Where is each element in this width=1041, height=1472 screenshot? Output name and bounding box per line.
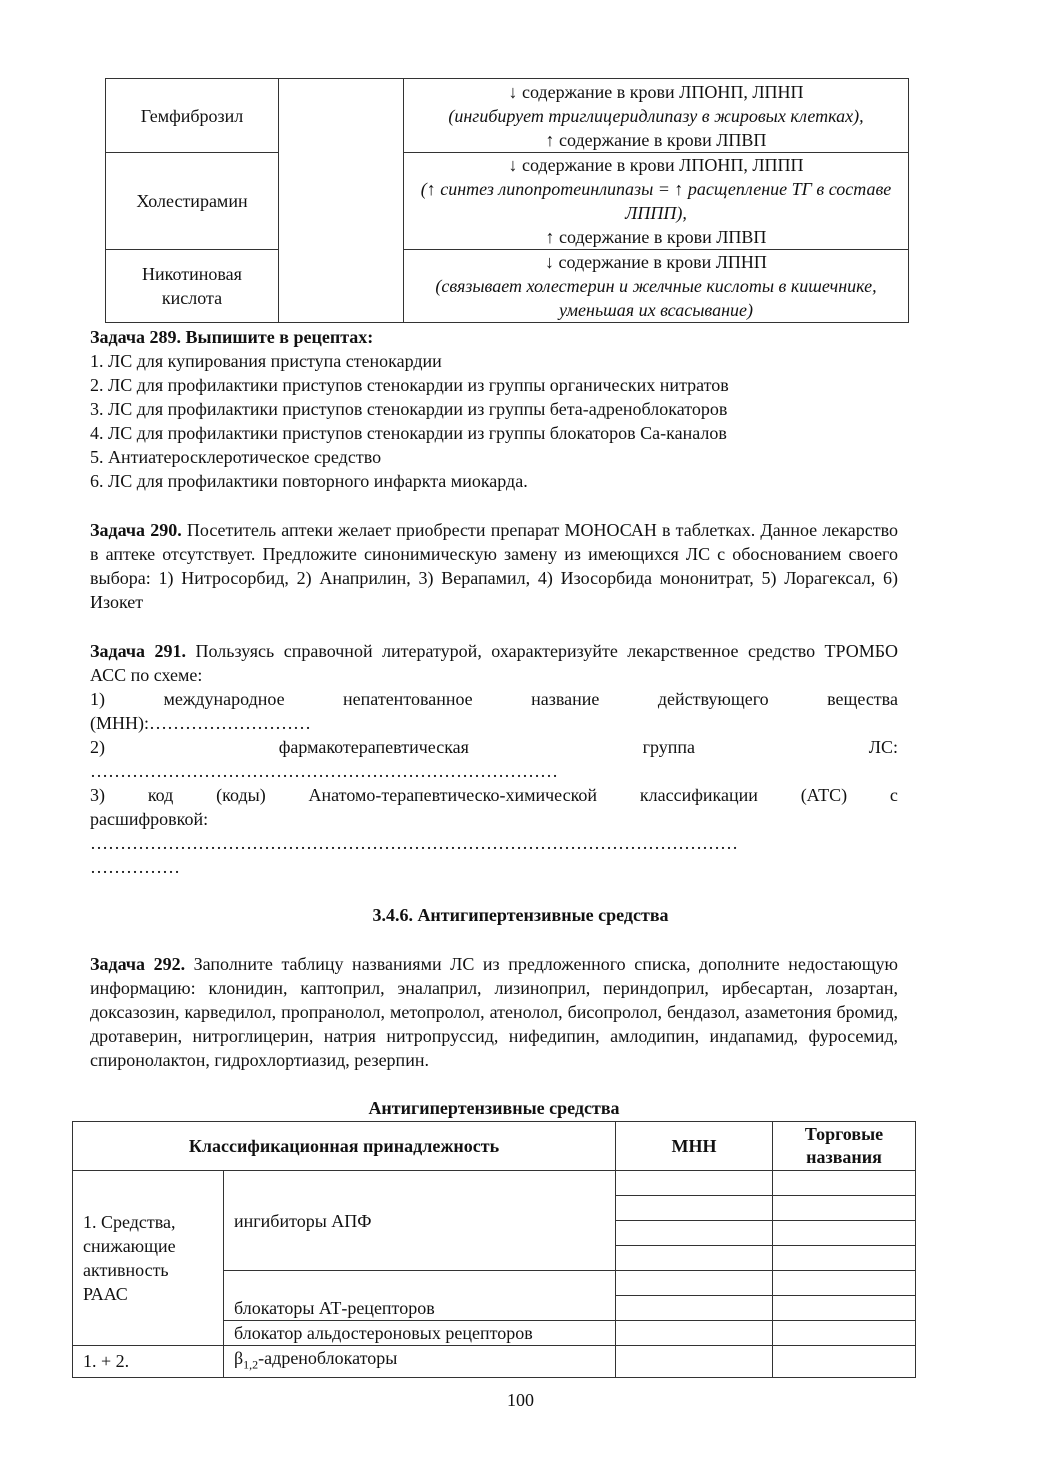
inn-cell[interactable] <box>616 1271 773 1296</box>
trade-name-cell[interactable] <box>773 1271 916 1296</box>
task-289 <box>90 325 898 493</box>
task-292-label: Задача 292. <box>90 954 186 974</box>
task-291-item-3 <box>90 783 898 807</box>
table-row <box>106 153 909 250</box>
subgroup-cell <box>224 1346 616 1378</box>
trade-name-cell[interactable] <box>773 1246 916 1271</box>
group-cell: 1. Средства, снижающие активность РААС <box>73 1171 224 1346</box>
header-inn: МНН <box>616 1122 773 1171</box>
group-cell: 1. + 2. <box>73 1346 224 1378</box>
task-291-label: Задача 291. <box>90 641 187 661</box>
task-290-text: Посетитель аптеки желает приобрести препарат МОНОСАН в таблетках. Данное лекарство в аптеке отсутствует. Предложите синонимическую замену из имеющихся ЛС с обоснованием своего выбора: 1) Нитросорбид, 2) Анаприлин, 3) Верапамил, 4) Изосорбида мононитрат, 5) Лорагексал, 6) Изокет <box>90 520 898 612</box>
header-classification: Классификационная принадлежность <box>73 1122 616 1171</box>
answer-dots: …………… <box>90 857 180 877</box>
task-292-text: Заполните таблицу названиями ЛС из предложенного списка, дополните недостающую информацию: клонидин, каптоприл, эналаприл, лизиноприл, периндоприл, ирбесартан, лозартан, доксазозин, карведилол, пропранолол, метопролол, атенолол, бисопролол, бендазол, азаметония бромид, дротаверин, нитроглицерин, натрия нитропруссид, нифедипин, амлодипин, индапамид, фуросемид, спиронолактон, гидрохлортиазид, резерпин. <box>90 954 899 1070</box>
task-291-item-2-cont: …………………………………………………………………… <box>90 761 558 781</box>
antihypertensive-table <box>72 1121 916 1378</box>
table-row <box>73 1346 916 1378</box>
task-292 <box>90 952 898 1072</box>
header-trade-names: Торговые названия <box>773 1122 916 1171</box>
task-291-text: Пользуясь справочной литературой, охарактеризуйте лекарственное средство ТРОМБО АСС по схеме: <box>90 641 898 685</box>
drug-effect <box>404 250 909 323</box>
effect-note: (связывает холестерин и желчные кислоты в кишечнике, уменьшая их всасывание) <box>435 276 877 320</box>
beta-text: -адреноблокаторы <box>258 1348 398 1368</box>
task-291-item-2 <box>90 735 898 759</box>
word: непатентованное <box>343 689 473 709</box>
subgroup-cell: ингибиторы АПФ <box>224 1171 616 1271</box>
section-title: 3.4.6. Антигипертензивные средства <box>372 905 669 925</box>
trade-name-cell[interactable] <box>773 1221 916 1246</box>
effect-line: ↓ содержание в крови ЛПОНП, ЛПНП <box>508 81 804 102</box>
list-item: 2. ЛС для профилактики приступов стенокардии из группы органических нитратов <box>90 375 729 395</box>
task-291-item-1-cont: (МНН):……………………… <box>90 713 311 733</box>
page-number: 100 <box>507 1390 534 1410</box>
list-item: 1. ЛС для купирования приступа стенокардии <box>90 351 442 371</box>
word: группа <box>642 737 696 757</box>
word: (АТС) <box>800 785 848 805</box>
empty-cell <box>279 79 404 323</box>
effect-note: (ингибирует триглицеридлипазу в жировых клетках), <box>448 105 864 126</box>
task-289-title: Задача 289. Выпишите в рецептах: <box>90 327 374 347</box>
list-item: 3. ЛС для профилактики приступов стенокардии из группы бета-адреноблокаторов <box>90 399 728 419</box>
inn-cell[interactable] <box>616 1296 773 1321</box>
word: 3) <box>90 785 105 805</box>
effect-line: ↑ содержание в крови ЛПВП <box>545 129 767 150</box>
list-item: 4. ЛС для профилактики приступов стенокардии из группы блокаторов Ca-каналов <box>90 423 727 443</box>
word: ЛС: <box>868 737 898 757</box>
effect-line: ↓ содержание в крови ЛПНП <box>545 252 767 272</box>
table-caption: Антигипертензивные средства <box>368 1098 620 1118</box>
effect-note: (↑ синтез липопротеинлипазы = ↑ расщепление ТГ в составе ЛППП), <box>420 179 892 223</box>
inn-cell[interactable] <box>616 1321 773 1346</box>
trade-name-cell[interactable] <box>773 1321 916 1346</box>
drug-effect <box>404 79 909 153</box>
list-item: 6. ЛС для профилактики повторного инфаркта миокарда. <box>90 471 528 491</box>
beta-symbol: β <box>234 1348 244 1368</box>
inn-cell[interactable] <box>616 1221 773 1246</box>
drug-name: Никотиновая кислота <box>106 250 279 323</box>
answer-dots: ……………………………………………………………………………………………… <box>90 833 738 853</box>
task-290 <box>90 518 898 614</box>
effect-line: ↑ содержание в крови ЛПВП <box>545 227 767 247</box>
trade-name-cell[interactable] <box>773 1346 916 1378</box>
beta-subscript: 1,2 <box>243 1357 259 1372</box>
drug-effect <box>404 153 909 250</box>
word: действующего <box>657 689 769 709</box>
list-item: 5. Антиатеросклеротическое средство <box>90 447 382 467</box>
word: 1) <box>90 689 105 709</box>
word: 2) <box>90 737 105 757</box>
task-291-item-1 <box>90 687 898 711</box>
word: фармакотерапевтическая <box>278 737 469 757</box>
word: название <box>531 689 600 709</box>
lipid-drugs-table <box>105 78 909 323</box>
word: код <box>147 785 174 805</box>
word: вещества <box>827 689 898 709</box>
task-290-label: Задача 290. <box>90 520 182 540</box>
subgroup-cell: блокатор альдостероновых рецепторов <box>224 1321 616 1346</box>
word: с <box>889 785 898 805</box>
trade-name-cell[interactable] <box>773 1171 916 1196</box>
inn-cell[interactable] <box>616 1171 773 1196</box>
drug-name: Гемфиброзил <box>106 79 279 153</box>
subgroup-cell: блокаторы АТ-рецепторов <box>224 1271 616 1321</box>
drug-name: Холестирамин <box>106 153 279 250</box>
effect-line: ↓ содержание в крови ЛПОНП, ЛППП <box>508 155 804 175</box>
task-291-item-3-cont: расшифровкой: <box>90 809 209 829</box>
inn-cell[interactable] <box>616 1196 773 1221</box>
word: (коды) <box>216 785 266 805</box>
task-291 <box>90 639 898 879</box>
table-row <box>106 79 909 153</box>
table-row <box>73 1171 916 1196</box>
inn-cell[interactable] <box>616 1346 773 1378</box>
word: международное <box>163 689 285 709</box>
table-row <box>106 250 909 323</box>
trade-name-cell[interactable] <box>773 1296 916 1321</box>
trade-name-cell[interactable] <box>773 1196 916 1221</box>
inn-cell[interactable] <box>616 1246 773 1271</box>
word: Анатомо-терапевтическо-химической <box>308 785 598 805</box>
word: классификации <box>639 785 758 805</box>
table-header-row <box>73 1122 916 1171</box>
